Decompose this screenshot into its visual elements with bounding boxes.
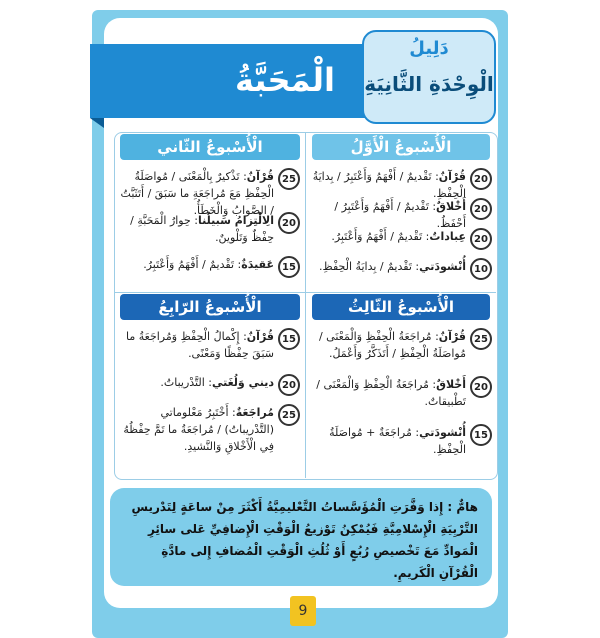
item-text: : مُراجَعَةُ الْحِفْظِ وَالْمَعْنَى / تَطْبيقاتٌ. xyxy=(316,378,466,408)
week-4-item xyxy=(120,404,300,455)
item-text: : تَذْكيرٌ بِالْمَعْنَى / مُواصَلَةُ الْحِفْظِ مَعَ مُراجَعَةِ ما سَبَقَ / أَتَثَبَّتُ / الصَّوابُ وَالْخَطَأُ. xyxy=(120,170,274,217)
timer-icon: 25 xyxy=(278,404,300,426)
week-3-header: الْأُسْبوعُ الثّالِثُ xyxy=(312,294,490,320)
timer-icon: 25 xyxy=(278,168,300,190)
item-label: أُنْشودَتي xyxy=(419,426,466,439)
week-4-item xyxy=(120,374,300,396)
timer-icon: 25 xyxy=(470,328,492,350)
week-2-item xyxy=(120,256,300,278)
item-text: : تَقْديمٌ / أَفْهَمُ وَأَعْتَبِرُ / بِدايَةُ الْحِفْظِ. xyxy=(312,170,466,200)
timer-icon: 20 xyxy=(470,228,492,250)
timer-icon: 15 xyxy=(278,256,300,278)
timer-icon: 20 xyxy=(278,374,300,396)
item-text: : مُراجَعَةُ الْحِفْظِ وَالْمَعْنَى / مُواصَلَةُ الْحِفْظِ / أَتَذَكَّرُ وَأَعْمَلُ. xyxy=(318,330,466,360)
grid-divider-vertical xyxy=(305,132,306,478)
unit-label: الْوِحْدَةِ الثَّانِيَةِ xyxy=(364,72,494,96)
item-label: قُرْآنٌ xyxy=(246,170,274,183)
item-label: ديني وَلُغَتي xyxy=(211,376,274,389)
item-label: أُنْشودَتي xyxy=(419,260,466,273)
timer-icon: 15 xyxy=(470,424,492,446)
week-3-item xyxy=(312,424,492,458)
item-label: مُراجَعَةٌ xyxy=(235,406,274,419)
item-label: قُرْآنٌ xyxy=(438,170,466,183)
item-text: : إِكْمالُ الْحِفْظِ وَمُراجَعَةُ ما سَبَقَ حِفْظًا وَمَعْنًى. xyxy=(126,330,274,360)
item-label: قُرْآنٌ xyxy=(438,330,466,343)
item-label: عَقيدَةٌ xyxy=(241,258,274,271)
week-1-item xyxy=(312,228,492,250)
page-title: الْمَحَبَّةُ xyxy=(235,61,335,99)
item-text: : تَقْديمٌ / أَفْهَمُ وَأَعْتَبِرُ. xyxy=(331,230,430,243)
week-2-item xyxy=(120,212,300,246)
page-number: 9 xyxy=(290,596,316,626)
item-text: : مُراجَعَةٌ + مُواصَلَةُ الْحِفْظِ. xyxy=(329,426,466,456)
timer-icon: 20 xyxy=(470,376,492,398)
unit-guide-box xyxy=(362,30,496,124)
item-text: : تَقْديمٌ / أَفْهَمُ وَأَعْتَبِرُ. xyxy=(143,258,242,271)
item-text: : أَخْتَبِرُ مَعْلوماتي (التَّدْريباتُ) / مُراجَعَةُ ما تَمَّ حِفْظُهُ فِي الْأَخْلاقِ وَالنَّشيدِ. xyxy=(123,406,274,453)
item-label: قُرْآنٌ xyxy=(246,330,274,343)
item-label: عِباداتٌ xyxy=(429,230,466,243)
timer-icon: 20 xyxy=(278,212,300,234)
item-text: : تَقْديمٌ / بِدايَةُ الْحِفْظِ. xyxy=(319,260,420,273)
item-text: : حِوارُ الْمَحَبَّةِ / حِفْظٌ وَتَلْوينٌ. xyxy=(130,214,274,244)
timer-icon: 20 xyxy=(470,168,492,190)
grid-divider-horizontal xyxy=(114,292,496,293)
item-label: أَخْلاقٌ xyxy=(436,378,466,391)
week-1-item xyxy=(312,168,492,202)
week-3-item xyxy=(312,376,492,410)
timer-icon: 15 xyxy=(278,328,300,350)
week-2-header: الْأُسْبوعُ الثّاني xyxy=(120,134,300,160)
item-text: : تَقْديمٌ / أَفْهَمُ وَأَعْتَبِرُ / أَحْفَظُ. xyxy=(334,200,466,230)
item-label: الِالْتِزامُ سَبيلُنا xyxy=(198,214,274,227)
note-text: هامٌّ : إِذا وَفَّرَتِ الْمُؤَسَّساتُ التَّعْليمِيَّةُ أَكْثَرَ مِنْ ساعَةٍ لِتَدْريسِ التَّرْبِيَةِ الْإِسْلامِيَّةِ فَيُمْكِنُ تَوْزيعُ الْوَقْتِ الْإِضافِيِّ عَلى سائِرِ الْمَوادِّ مَعَ تَخْصيصِ رُبُعٍ أَوْ ثُلُثِ الْوَقْتِ الْمُضافِ إِلى مادَّةِ الْقُرْآنِ الْكَريمِ. xyxy=(131,500,478,580)
timer-icon: 20 xyxy=(470,198,492,220)
week-1-item xyxy=(312,258,492,280)
week-3-item xyxy=(312,328,492,362)
item-label: أَخْلاقٌ xyxy=(436,200,466,213)
week-1-item xyxy=(312,198,492,232)
guide-label: دَلِيلُ xyxy=(409,38,449,59)
item-text: : التَّدْريباتُ. xyxy=(160,376,212,389)
week-4-item xyxy=(120,328,300,362)
timer-icon: 10 xyxy=(470,258,492,280)
week-1-header: الْأُسْبوعُ الْأَوَّلُ xyxy=(312,134,490,160)
week-4-header: الْأُسْبوعُ الرّابِعُ xyxy=(120,294,300,320)
